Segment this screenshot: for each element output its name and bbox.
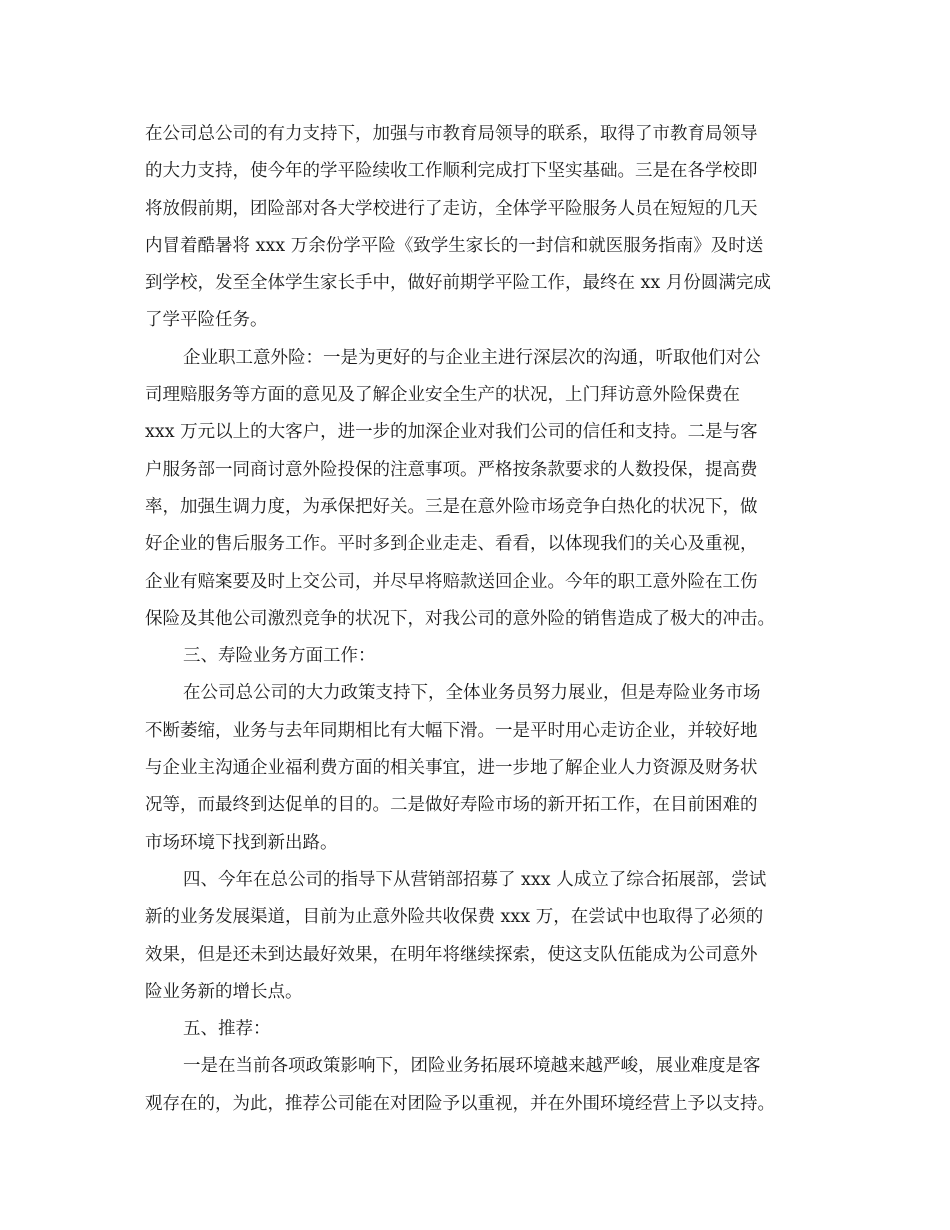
text-line: 保险及其他公司激烈竞争的状况下，对我公司的意外险的销售造成了极大的冲击。: [145, 608, 775, 629]
text-line: 新的业务发展渠道，目前为止意外险共收保费 xxx 万，在尝试中也取得了必须的: [145, 907, 764, 928]
text-line: 不断萎缩，业务与去年同期相比有大幅下滑。一是平时用心走访企业，并较好地: [145, 720, 758, 741]
text-line: 户服务部一同商讨意外险投保的注意事项。严格按条款要求的人数投保，提高费: [145, 459, 758, 480]
text-line: 一是在当前各项政策影响下，团险业务拓展环境越来越严峻，展业难度是客: [183, 1056, 761, 1077]
text-line: 到学校，发至全体学生家长手中，做好前期学平险工作，最终在 xx 月份圆满完成: [145, 273, 771, 294]
text-line: 市场环境下找到新出路。: [145, 832, 338, 853]
text-line: xxx 万元以上的大客户，进一步的加深企业对我们公司的信任和支持。二是与客: [145, 422, 758, 443]
text-line: 的大力支持，使今年的学平险续收工作顺利完成打下坚实基础。三是在各学校即: [145, 161, 758, 182]
document-body: [145, 116, 810, 1123]
text-line: 率，加强生调力度，为承保把好关。三是在意外险市场竞争白热化的状况下，做: [145, 496, 758, 517]
text-line: 三、寿险业务方面工作：: [183, 646, 376, 667]
text-line: 险业务新的增长点。: [145, 981, 303, 1002]
text-line: 况等，而最终到达促单的目的。二是做好寿险市场的新开拓工作，在目前困难的: [145, 795, 758, 816]
text-line: 在公司总公司的大力政策支持下，全体业务员努力展业，但是寿险业务市场: [183, 683, 761, 704]
text-line: 与企业主沟通企业福利费方面的相关事宜，进一步地了解企业人力资源及财务状: [145, 758, 758, 779]
text-line: 五、推荐：: [183, 1019, 271, 1040]
text-line: 了学平险任务。: [145, 310, 268, 331]
text-line: 企业有赔案要及时上交公司，并尽早将赔款送回企业。今年的职工意外险在工伤: [145, 571, 758, 592]
text-line: 好企业的售后服务工作。平时多到企业走走、看看，以体现我们的关心及重视，: [145, 534, 758, 555]
text-line: 司理赔服务等方面的意见及了解企业安全生产的状况，上门拜访意外险保费在: [145, 385, 740, 406]
text-line: 将放假前期，团险部对各大学校进行了走访，全体学平险服务人员在短短的几天: [145, 198, 758, 219]
text-line: 四、今年在总公司的指导下从营销部招募了 xxx 人成立了综合拓展部，尝试: [183, 869, 767, 890]
text-line: 内冒着酷暑将 xxx 万余份学平险《致学生家长的一封信和就医服务指南》及时送: [145, 235, 764, 256]
text-line: 观存在的，为此，推荐公司能在对团险予以重视，并在外围环境经营上予以支持。: [145, 1093, 775, 1114]
text-line: 企业职工意外险：一是为更好的与企业主进行深层次的沟通，听取他们对公: [183, 347, 761, 368]
text-line: 在公司总公司的有力支持下，加强与市教育局领导的联系，取得了市教育局领导: [145, 124, 758, 144]
text-line: 效果，但是还未到达最好效果，在明年将继续探索，使这支队伍能成为公司意外: [145, 944, 758, 965]
